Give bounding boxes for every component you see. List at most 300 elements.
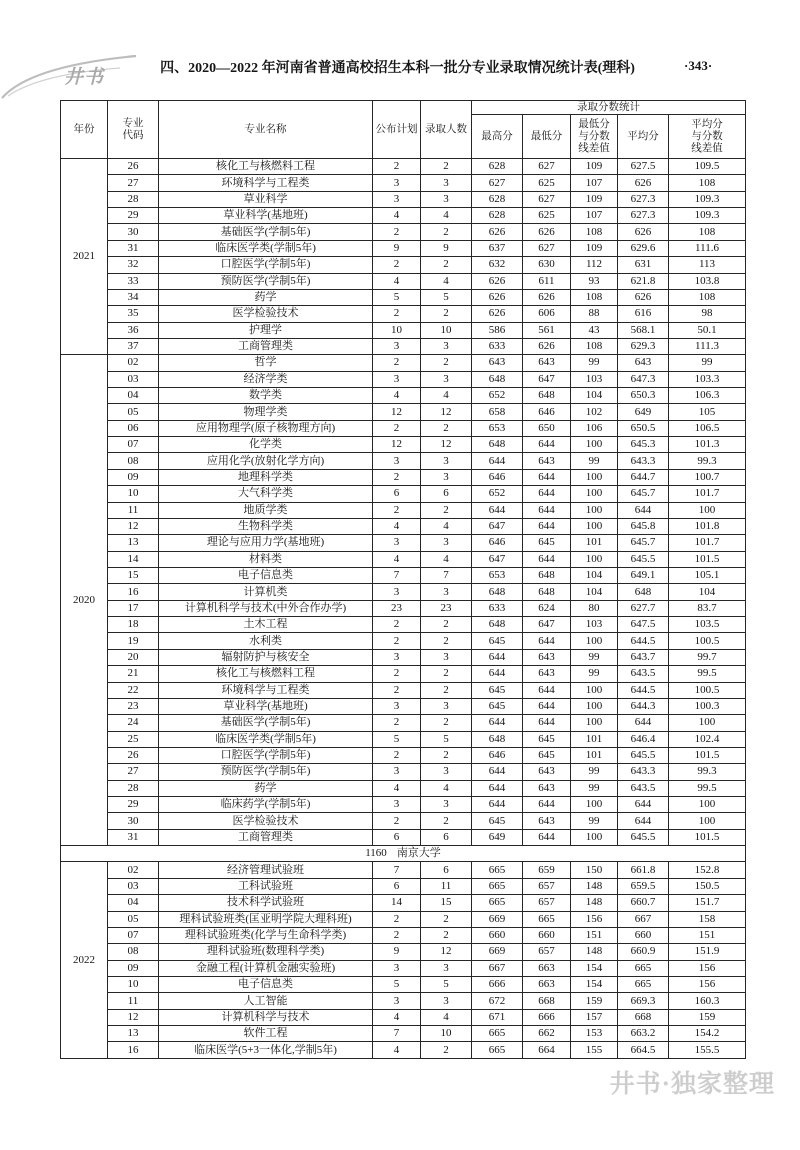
cell-code: 26 xyxy=(108,747,159,763)
cell-name: 经济管理试验班 xyxy=(159,862,373,878)
cell-avg: 631 xyxy=(618,257,669,273)
cell-min-diff: 101 xyxy=(571,731,618,747)
cell-avg: 644 xyxy=(618,813,669,829)
cell-code: 07 xyxy=(108,437,159,453)
cell-admitted: 3 xyxy=(421,535,472,551)
publisher-logo xyxy=(0,46,140,102)
cell-avg: 647.5 xyxy=(618,617,669,633)
cell-plan: 2 xyxy=(373,927,421,943)
table-row xyxy=(61,437,746,453)
cell-name: 经济学类 xyxy=(159,371,373,387)
cell-avg: 650.5 xyxy=(618,420,669,436)
table-row xyxy=(61,698,746,714)
cell-name: 技术科学试验班 xyxy=(159,895,373,911)
table-row xyxy=(61,551,746,567)
cell-code: 27 xyxy=(108,175,159,191)
cell-min-diff: 154 xyxy=(571,960,618,976)
cell-avg: 627.5 xyxy=(618,159,669,175)
cell-min-diff: 99 xyxy=(571,764,618,780)
cell-max: 669 xyxy=(472,944,523,960)
cell-plan: 3 xyxy=(373,191,421,207)
cell-avg-diff: 159 xyxy=(669,1009,746,1025)
cell-name: 化学类 xyxy=(159,437,373,453)
cell-avg-diff: 100.3 xyxy=(669,698,746,714)
cell-min-diff: 93 xyxy=(571,273,618,289)
table-row xyxy=(61,682,746,698)
cell-code: 02 xyxy=(108,355,159,371)
cell-name: 工商管理类 xyxy=(159,338,373,354)
cell-min: 644 xyxy=(523,469,571,485)
cell-plan: 2 xyxy=(373,682,421,698)
cell-min: 627 xyxy=(523,159,571,175)
cell-plan: 7 xyxy=(373,567,421,583)
cell-min-diff: 150 xyxy=(571,862,618,878)
cell-avg: 645.8 xyxy=(618,518,669,534)
cell-avg: 626 xyxy=(618,224,669,240)
cell-min: 648 xyxy=(523,567,571,583)
cell-min: 624 xyxy=(523,600,571,616)
cell-code: 29 xyxy=(108,208,159,224)
cell-admitted: 2 xyxy=(421,911,472,927)
cell-avg-diff: 50.1 xyxy=(669,322,746,338)
cell-plan: 3 xyxy=(373,764,421,780)
cell-avg-diff: 106.5 xyxy=(669,420,746,436)
cell-avg: 644.5 xyxy=(618,682,669,698)
cell-min-diff: 148 xyxy=(571,944,618,960)
cell-plan: 5 xyxy=(373,976,421,992)
cell-avg-diff: 154.2 xyxy=(669,1026,746,1042)
cell-min-diff: 109 xyxy=(571,159,618,175)
cell-avg: 645.7 xyxy=(618,486,669,502)
cell-code: 16 xyxy=(108,1042,159,1058)
cell-min: 644 xyxy=(523,502,571,518)
cell-admitted: 4 xyxy=(421,518,472,534)
cell-min-diff: 99 xyxy=(571,453,618,469)
table-row xyxy=(61,829,746,845)
cell-code: 19 xyxy=(108,633,159,649)
cell-max: 628 xyxy=(472,191,523,207)
cell-admitted: 5 xyxy=(421,976,472,992)
cell-max: 644 xyxy=(472,715,523,731)
cell-admitted: 2 xyxy=(421,666,472,682)
table-row xyxy=(61,535,746,551)
cell-avg-diff: 104 xyxy=(669,584,746,600)
cell-min: 644 xyxy=(523,682,571,698)
header-admitted: 录取人数 xyxy=(421,101,472,159)
cell-admitted: 2 xyxy=(421,617,472,633)
cell-plan: 2 xyxy=(373,159,421,175)
cell-min: 626 xyxy=(523,338,571,354)
cell-avg: 644 xyxy=(618,797,669,813)
table-row xyxy=(61,388,746,404)
table-row xyxy=(61,993,746,1009)
cell-max: 669 xyxy=(472,911,523,927)
cell-plan: 2 xyxy=(373,257,421,273)
cell-name: 预防医学(学制5年) xyxy=(159,764,373,780)
cell-code: 08 xyxy=(108,944,159,960)
cell-plan: 2 xyxy=(373,715,421,731)
cell-plan: 4 xyxy=(373,208,421,224)
cell-avg: 627.3 xyxy=(618,208,669,224)
cell-admitted: 5 xyxy=(421,289,472,305)
cell-avg-diff: 108 xyxy=(669,224,746,240)
cell-code: 13 xyxy=(108,1026,159,1042)
cell-min-diff: 148 xyxy=(571,878,618,894)
cell-max: 648 xyxy=(472,584,523,600)
cell-min: 625 xyxy=(523,175,571,191)
cell-min-diff: 100 xyxy=(571,518,618,534)
cell-plan: 4 xyxy=(373,551,421,567)
cell-max: 665 xyxy=(472,895,523,911)
cell-min: 648 xyxy=(523,388,571,404)
cell-avg: 664.5 xyxy=(618,1042,669,1058)
cell-admitted: 4 xyxy=(421,551,472,567)
cell-max: 644 xyxy=(472,797,523,813)
cell-avg: 644.5 xyxy=(618,633,669,649)
cell-min: 668 xyxy=(523,993,571,1009)
cell-admitted: 2 xyxy=(421,159,472,175)
cell-name: 核化工与核燃料工程 xyxy=(159,666,373,682)
cell-min: 643 xyxy=(523,355,571,371)
cell-min-diff: 99 xyxy=(571,649,618,665)
cell-plan: 6 xyxy=(373,878,421,894)
cell-name: 哲学 xyxy=(159,355,373,371)
cell-max: 628 xyxy=(472,208,523,224)
school-row xyxy=(61,846,746,862)
table-row xyxy=(61,257,746,273)
cell-avg: 645.3 xyxy=(618,437,669,453)
cell-min: 643 xyxy=(523,453,571,469)
cell-min: 643 xyxy=(523,813,571,829)
cell-avg-diff: 100.5 xyxy=(669,633,746,649)
cell-code: 12 xyxy=(108,1009,159,1025)
cell-max: 644 xyxy=(472,453,523,469)
cell-avg-diff: 103.3 xyxy=(669,371,746,387)
cell-max: 633 xyxy=(472,338,523,354)
cell-admitted: 5 xyxy=(421,731,472,747)
year-cell: 2022 xyxy=(61,862,108,1058)
cell-code: 04 xyxy=(108,388,159,404)
cell-avg-diff: 100 xyxy=(669,813,746,829)
cell-name: 环境科学与工程类 xyxy=(159,175,373,191)
cell-avg-diff: 100.5 xyxy=(669,682,746,698)
cell-admitted: 3 xyxy=(421,698,472,714)
cell-min-diff: 103 xyxy=(571,617,618,633)
cell-avg-diff: 100 xyxy=(669,502,746,518)
cell-plan: 4 xyxy=(373,1009,421,1025)
cell-min-diff: 108 xyxy=(571,338,618,354)
cell-avg-diff: 100 xyxy=(669,715,746,731)
cell-min: 647 xyxy=(523,617,571,633)
cell-avg: 650.3 xyxy=(618,388,669,404)
cell-code: 26 xyxy=(108,159,159,175)
cell-max: 626 xyxy=(472,224,523,240)
cell-avg-diff: 103.5 xyxy=(669,617,746,633)
cell-admitted: 4 xyxy=(421,388,472,404)
cell-min-diff: 109 xyxy=(571,191,618,207)
cell-max: 666 xyxy=(472,976,523,992)
cell-avg: 668 xyxy=(618,1009,669,1025)
table-row xyxy=(61,878,746,894)
cell-name: 计算机科学与技术 xyxy=(159,1009,373,1025)
cell-max: 653 xyxy=(472,567,523,583)
cell-code: 35 xyxy=(108,306,159,322)
cell-avg-diff: 101.5 xyxy=(669,747,746,763)
cell-max: 660 xyxy=(472,927,523,943)
cell-min: 643 xyxy=(523,649,571,665)
table-row xyxy=(61,289,746,305)
cell-max: 667 xyxy=(472,960,523,976)
cell-admitted: 4 xyxy=(421,208,472,224)
cell-avg: 643.7 xyxy=(618,649,669,665)
cell-avg: 643.5 xyxy=(618,780,669,796)
cell-code: 31 xyxy=(108,829,159,845)
cell-name: 药学 xyxy=(159,780,373,796)
cell-min-diff: 99 xyxy=(571,780,618,796)
cell-min: 659 xyxy=(523,862,571,878)
cell-admitted: 3 xyxy=(421,960,472,976)
cell-code: 33 xyxy=(108,273,159,289)
table-row xyxy=(61,1042,746,1058)
cell-plan: 3 xyxy=(373,993,421,1009)
cell-avg: 627.7 xyxy=(618,600,669,616)
cell-admitted: 2 xyxy=(421,927,472,943)
header-avg: 平均分 xyxy=(618,115,669,159)
cell-admitted: 11 xyxy=(421,878,472,894)
cell-max: 648 xyxy=(472,731,523,747)
cell-admitted: 4 xyxy=(421,1009,472,1025)
cell-min: 644 xyxy=(523,715,571,731)
cell-code: 29 xyxy=(108,797,159,813)
cell-avg-diff: 152.8 xyxy=(669,862,746,878)
cell-plan: 3 xyxy=(373,649,421,665)
cell-name: 草业科学 xyxy=(159,191,373,207)
cell-plan: 6 xyxy=(373,486,421,502)
cell-name: 临床药学(学制5年) xyxy=(159,797,373,813)
cell-max: 626 xyxy=(472,289,523,305)
cell-avg-diff: 101.7 xyxy=(669,535,746,551)
table-row xyxy=(61,862,746,878)
table-row xyxy=(61,911,746,927)
cell-max: 665 xyxy=(472,862,523,878)
cell-min: 625 xyxy=(523,208,571,224)
cell-name: 环境科学与工程类 xyxy=(159,682,373,698)
cell-name: 临床医学(5+3一体化,学制5年) xyxy=(159,1042,373,1058)
cell-name: 工科试验班 xyxy=(159,878,373,894)
cell-avg: 665 xyxy=(618,960,669,976)
cell-plan: 3 xyxy=(373,535,421,551)
cell-name: 理科试验班(数理科学类) xyxy=(159,944,373,960)
cell-max: 652 xyxy=(472,388,523,404)
cell-code: 11 xyxy=(108,502,159,518)
cell-name: 核化工与核燃料工程 xyxy=(159,159,373,175)
cell-avg: 644 xyxy=(618,715,669,731)
cell-min: 644 xyxy=(523,698,571,714)
cell-max: 633 xyxy=(472,600,523,616)
cell-name: 电子信息类 xyxy=(159,976,373,992)
cell-avg-diff: 101.3 xyxy=(669,437,746,453)
table-row xyxy=(61,584,746,600)
cell-min-diff: 102 xyxy=(571,404,618,420)
cell-plan: 4 xyxy=(373,780,421,796)
admission-stats-table xyxy=(60,100,746,1059)
cell-avg: 643.5 xyxy=(618,666,669,682)
header-name: 专业名称 xyxy=(159,101,373,159)
cell-avg-diff: 100 xyxy=(669,797,746,813)
cell-plan: 2 xyxy=(373,306,421,322)
page-number: ·343· xyxy=(684,58,713,73)
cell-max: 646 xyxy=(472,535,523,551)
cell-plan: 12 xyxy=(373,404,421,420)
cell-min: 643 xyxy=(523,780,571,796)
cell-code: 07 xyxy=(108,927,159,943)
cell-admitted: 2 xyxy=(421,257,472,273)
cell-code: 25 xyxy=(108,731,159,747)
cell-name: 应用物理学(原子核物理方向) xyxy=(159,420,373,436)
table-row xyxy=(61,371,746,387)
header-stats: 录取分数统计 xyxy=(472,101,746,115)
cell-min: 606 xyxy=(523,306,571,322)
cell-max: 672 xyxy=(472,993,523,1009)
cell-admitted: 7 xyxy=(421,567,472,583)
cell-max: 647 xyxy=(472,551,523,567)
year-cell: 2021 xyxy=(61,159,108,355)
cell-admitted: 3 xyxy=(421,649,472,665)
header-year: 年份 xyxy=(61,101,108,159)
cell-avg: 645.5 xyxy=(618,829,669,845)
table-row xyxy=(61,567,746,583)
cell-plan: 2 xyxy=(373,355,421,371)
cell-min: 611 xyxy=(523,273,571,289)
cell-avg-diff: 109.3 xyxy=(669,191,746,207)
cell-admitted: 3 xyxy=(421,764,472,780)
cell-code: 15 xyxy=(108,567,159,583)
cell-avg: 627.3 xyxy=(618,191,669,207)
watermark-text: 井书·独家整理 xyxy=(609,1071,775,1098)
cell-name: 软件工程 xyxy=(159,1026,373,1042)
table-row xyxy=(61,747,746,763)
cell-avg: 660.7 xyxy=(618,895,669,911)
cell-name: 金融工程(计算机金融实验班) xyxy=(159,960,373,976)
cell-admitted: 2 xyxy=(421,306,472,322)
cell-avg-diff: 83.7 xyxy=(669,600,746,616)
cell-min: 561 xyxy=(523,322,571,338)
cell-avg: 647.3 xyxy=(618,371,669,387)
cell-name: 理科试验班类(匡亚明学院大理科班) xyxy=(159,911,373,927)
cell-max: 646 xyxy=(472,747,523,763)
cell-min-diff: 100 xyxy=(571,682,618,698)
cell-plan: 4 xyxy=(373,388,421,404)
table-row xyxy=(61,518,746,534)
cell-min: 627 xyxy=(523,240,571,256)
cell-name: 医学检验技术 xyxy=(159,813,373,829)
cell-code: 20 xyxy=(108,649,159,665)
header-plan: 公布计划 xyxy=(373,101,421,159)
cell-min: 648 xyxy=(523,584,571,600)
cell-min: 657 xyxy=(523,895,571,911)
cell-min-diff: 101 xyxy=(571,535,618,551)
cell-min-diff: 100 xyxy=(571,437,618,453)
cell-max: 658 xyxy=(472,404,523,420)
cell-min: 647 xyxy=(523,371,571,387)
cell-max: 586 xyxy=(472,322,523,338)
cell-min-diff: 106 xyxy=(571,420,618,436)
cell-admitted: 3 xyxy=(421,371,472,387)
cell-avg-diff: 151.7 xyxy=(669,895,746,911)
cell-min: 643 xyxy=(523,764,571,780)
cell-code: 30 xyxy=(108,224,159,240)
cell-code: 23 xyxy=(108,698,159,714)
cell-min: 663 xyxy=(523,960,571,976)
cell-name: 辐射防护与核安全 xyxy=(159,649,373,665)
cell-admitted: 10 xyxy=(421,1026,472,1042)
cell-avg: 629.6 xyxy=(618,240,669,256)
header-min-diff-label: 最低分与分数线差值 xyxy=(578,118,610,154)
cell-avg: 643 xyxy=(618,355,669,371)
cell-min: 644 xyxy=(523,518,571,534)
cell-plan: 2 xyxy=(373,224,421,240)
page-title: 四、2020—2022 年河南省普通高校招生本科一批分专业录取情况统计表(理科) xyxy=(160,61,635,76)
table-row xyxy=(61,976,746,992)
cell-min-diff: 100 xyxy=(571,829,618,845)
cell-max: 628 xyxy=(472,159,523,175)
cell-name: 大气科学类 xyxy=(159,486,373,502)
cell-avg-diff: 108 xyxy=(669,175,746,191)
cell-min: 666 xyxy=(523,1009,571,1025)
cell-name: 计算机科学与技术(中外合作办学) xyxy=(159,600,373,616)
cell-max: 645 xyxy=(472,633,523,649)
cell-min: 627 xyxy=(523,191,571,207)
cell-min: 644 xyxy=(523,437,571,453)
cell-avg-diff: 101.5 xyxy=(669,551,746,567)
cell-min: 663 xyxy=(523,976,571,992)
cell-min: 644 xyxy=(523,797,571,813)
cell-max: 653 xyxy=(472,420,523,436)
table-row xyxy=(61,633,746,649)
cell-min-diff: 100 xyxy=(571,797,618,813)
cell-name: 地质学类 xyxy=(159,502,373,518)
header-avg-diff-label: 平均分与分数线差值 xyxy=(691,118,723,154)
cell-code: 30 xyxy=(108,813,159,829)
cell-avg: 659.5 xyxy=(618,878,669,894)
cell-min: 644 xyxy=(523,486,571,502)
table-row xyxy=(61,600,746,616)
cell-plan: 2 xyxy=(373,813,421,829)
table-row xyxy=(61,404,746,420)
cell-code: 08 xyxy=(108,453,159,469)
cell-min-diff: 108 xyxy=(571,289,618,305)
cell-max: 652 xyxy=(472,486,523,502)
logo-text: 井书 xyxy=(64,67,105,88)
cell-min-diff: 100 xyxy=(571,469,618,485)
cell-min: 645 xyxy=(523,535,571,551)
cell-admitted: 2 xyxy=(421,502,472,518)
cell-plan: 12 xyxy=(373,437,421,453)
cell-code: 04 xyxy=(108,895,159,911)
cell-min: 650 xyxy=(523,420,571,436)
school-cell xyxy=(61,846,746,862)
cell-avg: 629.3 xyxy=(618,338,669,354)
cell-max: 665 xyxy=(472,878,523,894)
cell-admitted: 2 xyxy=(421,420,472,436)
table-row xyxy=(61,960,746,976)
cell-code: 13 xyxy=(108,535,159,551)
cell-avg: 667 xyxy=(618,911,669,927)
table-row xyxy=(61,617,746,633)
cell-admitted: 12 xyxy=(421,437,472,453)
cell-admitted: 10 xyxy=(421,322,472,338)
cell-code: 09 xyxy=(108,469,159,485)
